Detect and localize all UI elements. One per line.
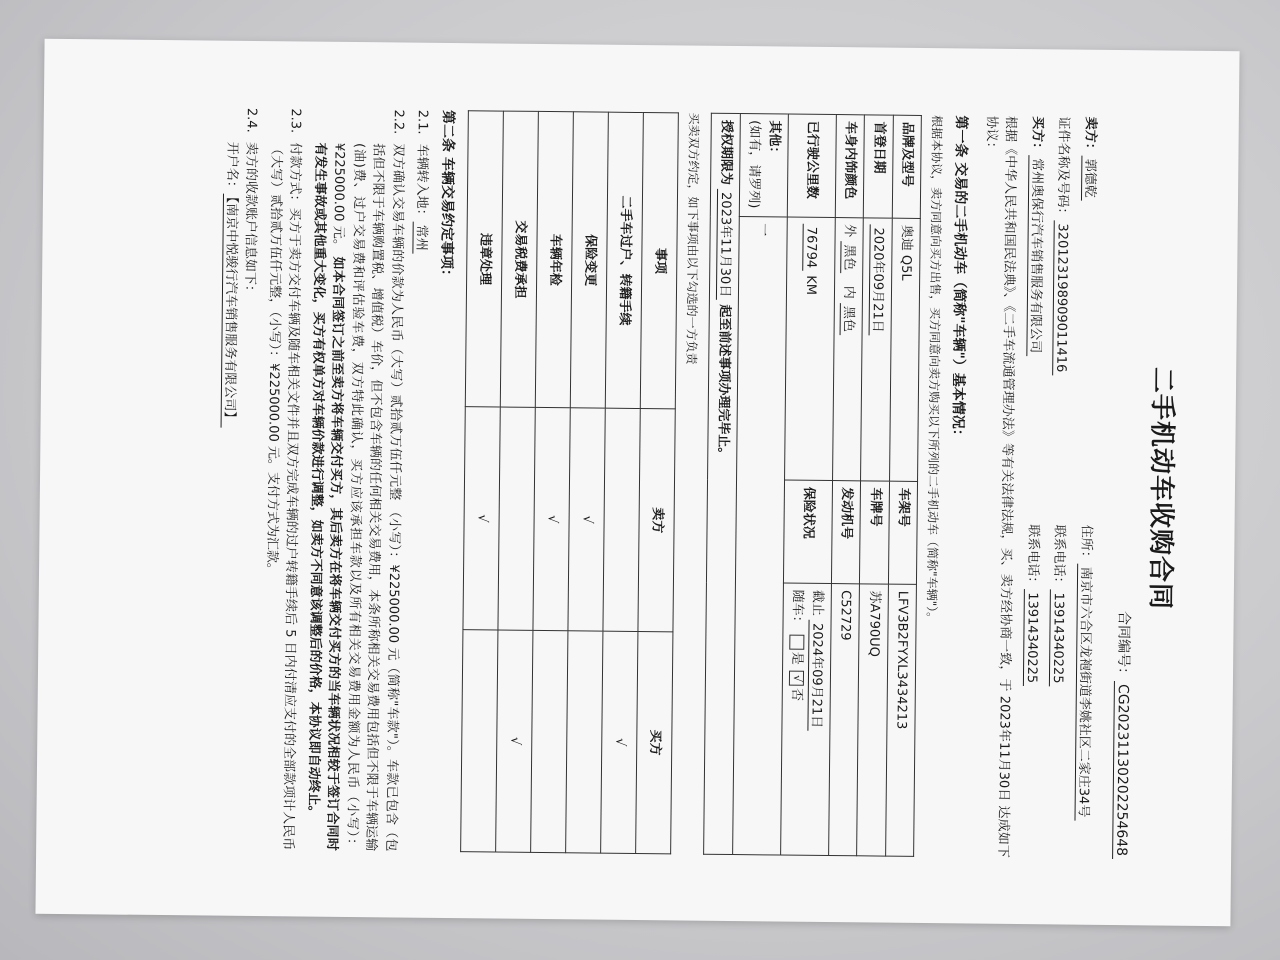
table-row: 违章处理 √ xyxy=(461,110,504,851)
seller-phone: 13914340225 xyxy=(1049,589,1066,686)
vehicle-color: 外 黑色 内 黑色 xyxy=(832,217,863,480)
contract-document xyxy=(63,72,1211,894)
vehicle-engine: C52729 xyxy=(828,583,859,855)
article1-desc: 根据本协议，卖方同意向买方出售，买方同意向卖方购买以下所列的二手机动车（简称"车辆"）。 xyxy=(924,114,944,624)
vehicle-other: 一 xyxy=(732,216,787,854)
article2-title: 第二条 车辆交易约定事项： xyxy=(438,109,456,283)
clause-2-4: 2.4. 卖方的收款账户信息如下： 开户名：【南京中悦骏行汽车销售服务有限公司】 xyxy=(214,107,261,849)
responsibility-intro: 买卖双方约定，如下事项由以下勾选的一方负责 xyxy=(684,111,701,365)
document-title: 二手机动车收购合同 xyxy=(1144,366,1177,610)
vehicle-reg-date: 2020年09月21日 xyxy=(861,217,892,480)
seller-id-row: 证件名称及号码：320123198909011416 联系电话：13914340225 xyxy=(1046,116,1073,858)
vehicle-info-table xyxy=(703,112,922,856)
clause-2-2: 2.2. 双方确认交易车辆的价款为人民币（大写）贰拾贰万伍仟元整 （小写）：¥225000.00 元（简称"车款"）。车款已包含（包括但不限于车辆购置税、增值税）车价，但不包含车辆的任何相关交易费用，本条所称相关交易费用包括但不限于车辆运输(油)费、过户交易费和评估验车费，双方特此确认，买方应该承担车款以及所有相关交易费用金额为人民币（小写）：¥225000.00 元。 如本合同签订之前至卖方将车辆交付买方，其后卖方在将车辆交付买方的当车辆状况相较于签订合同时有发生事故或其他重大变化，买方有权单方对车辆价款进行调整，如卖方不同意该调整后的价格，本协议即自动终止。 xyxy=(304,108,406,852)
insurance-no-checkbox: √ xyxy=(789,670,804,685)
table-row: 车身内饰颜色 外 黑色 内 黑色 发动机号 C52729 xyxy=(828,114,864,855)
insurance-yes-checkbox xyxy=(789,634,804,649)
table-row: 其他： (如有，请罗列) 一 xyxy=(732,113,788,854)
seller-name: 郭德乾 xyxy=(1080,155,1096,200)
table-row: 交易税费承担 √ xyxy=(496,111,539,852)
table-row: 品牌及型号 奥迪 Q5L 车架号 LFV3B2FYXL3434213 xyxy=(885,115,921,856)
buyer-row: 买方：常州奥保行汽车销售服务有限公司 联系电话：13914340225 xyxy=(1019,116,1046,858)
contract-number: 合同编号：CG2023113020225464​8 xyxy=(1110,117,1139,859)
vehicle-insurance: 截止 2024年09月21日 随车： 是 √否 xyxy=(780,583,831,855)
account-name: 【南京中悦骏行汽车销售服务有限公司】 xyxy=(220,193,238,427)
seller-address: 南京市六合区龙袍街道李姚社区二家庄34号 xyxy=(1074,563,1093,820)
paper-sheet xyxy=(35,39,1239,926)
authorization-period: 授权期限为 2023年11月30日 起至前述事项办理完毕止。 xyxy=(704,113,740,854)
vehicle-vin: LFV3B2FYXL3434213 xyxy=(885,584,916,856)
table-row: 保险变更 √ xyxy=(566,111,609,852)
clause-2-3: 2.3. 付款方式：买方于卖方交付车辆及随车相关文件并且双方完成车辆的过户转籍手续后 5 日内付清应支付的全部款项计人民币（大写）贰拾贰万伍仟元整，（小写）：¥225000.00 元。支付方式为汇款。 xyxy=(263,107,303,850)
article1-title: 第一条 交易的二手机动车（简称"车辆"）基本情况： xyxy=(949,114,969,443)
buyer-name: 常州奥保行汽车销售服务有限公司 xyxy=(1026,155,1044,356)
vehicle-brand: 奥迪 Q5L xyxy=(889,218,920,481)
seller-row: 卖方：郭德乾 住所：南京市六合区龙袍街道李姚社区二家庄34号 xyxy=(1072,116,1099,858)
responsibility-table xyxy=(460,110,679,854)
vehicle-plate: 苏A790UQ xyxy=(857,583,888,855)
table-header-row: 事项 卖方 买方 xyxy=(636,112,679,853)
table-row: 二手车过户、转籍手续 √ xyxy=(601,112,644,853)
table-row: 车辆年检 √ xyxy=(531,111,574,852)
table-row: 已行驶公里数 76794 KM 保险状况 截止 2024年09月21日 随车： 是 √否 xyxy=(780,114,836,855)
intro-paragraph: 根据《中华人民共和国民法典》、《二手车流通管理办法》等有关法律法规，买、卖方经协商一致，于 2023年11月30日 达成如下协议： xyxy=(982,115,1018,858)
table-row: 首登日期 2020年09月21日 车牌号 苏A790UQ xyxy=(857,114,893,855)
seller-id: 320123198909011416 xyxy=(1052,220,1070,375)
buyer-phone: 13914340225 xyxy=(1022,589,1039,686)
clause-2-1: 2.1. 车辆转入地：常州 xyxy=(405,109,432,851)
vehicle-mileage: 76794 KM xyxy=(784,217,835,480)
